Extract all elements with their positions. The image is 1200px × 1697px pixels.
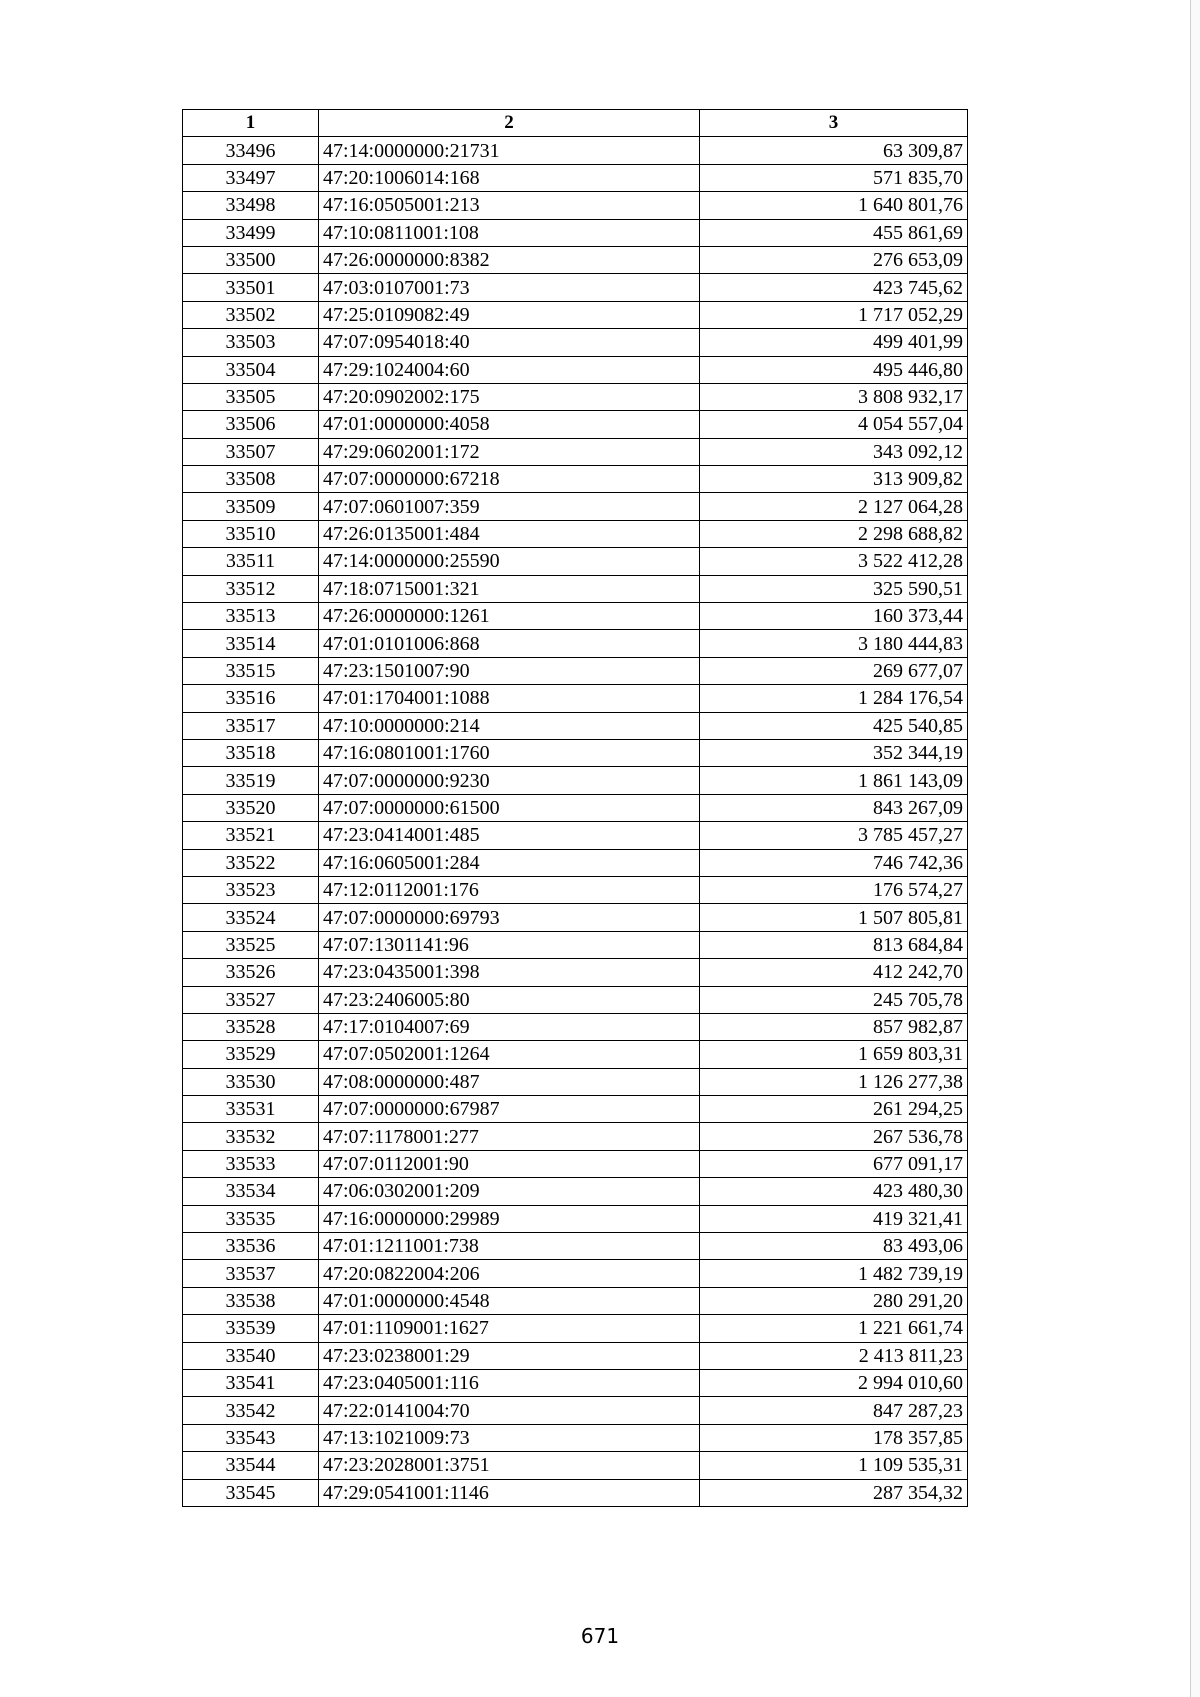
table-row: [183, 904, 968, 931]
table-row: [183, 1260, 968, 1287]
table-row: [183, 739, 968, 766]
table-row: [183, 164, 968, 191]
value-cell: 677 091,17: [700, 1150, 968, 1177]
row-number-cell: 33513: [183, 603, 319, 630]
value-cell: 1 717 052,29: [700, 301, 968, 328]
cadastral-number-cell: 47:25:0109082:49: [319, 301, 700, 328]
cadastral-number-cell: 47:26:0000000:8382: [319, 246, 700, 273]
cadastral-number-cell: 47:06:0302001:209: [319, 1178, 700, 1205]
row-number-cell: 33522: [183, 849, 319, 876]
cadastral-number-cell: 47:26:0000000:1261: [319, 603, 700, 630]
cadastral-number-cell: 47:01:1704001:1088: [319, 685, 700, 712]
cadastral-number-cell: 47:23:0238001:29: [319, 1342, 700, 1369]
row-number-cell: 33503: [183, 329, 319, 356]
cadastral-number-cell: 47:07:1178001:277: [319, 1123, 700, 1150]
table-row: [183, 959, 968, 986]
cadastral-number-cell: 47:07:0502001:1264: [319, 1041, 700, 1068]
row-number-cell: 33537: [183, 1260, 319, 1287]
row-number-cell: 33508: [183, 466, 319, 493]
row-number-cell: 33517: [183, 712, 319, 739]
value-cell: 1 221 661,74: [700, 1315, 968, 1342]
table-row: [183, 767, 968, 794]
table-row: [183, 411, 968, 438]
table-row: [183, 1013, 968, 1040]
table-row: [183, 356, 968, 383]
value-cell: 352 344,19: [700, 739, 968, 766]
row-number-cell: 33531: [183, 1096, 319, 1123]
value-cell: 269 677,07: [700, 657, 968, 684]
cadastral-number-cell: 47:07:0000000:67987: [319, 1096, 700, 1123]
value-cell: 160 373,44: [700, 603, 968, 630]
row-number-cell: 33536: [183, 1233, 319, 1260]
table-row: [183, 246, 968, 273]
row-number-cell: 33527: [183, 986, 319, 1013]
row-number-cell: 33506: [183, 411, 319, 438]
value-cell: 343 092,12: [700, 438, 968, 465]
cadastral-number-cell: 47:23:1501007:90: [319, 657, 700, 684]
table-row: [183, 301, 968, 328]
value-cell: 847 287,23: [700, 1397, 968, 1424]
value-cell: 1 507 805,81: [700, 904, 968, 931]
row-number-cell: 33532: [183, 1123, 319, 1150]
row-number-cell: 33520: [183, 794, 319, 821]
table-row: [183, 1178, 968, 1205]
page-number: 671: [580, 1624, 620, 1648]
row-number-cell: 33540: [183, 1342, 319, 1369]
table-row: [183, 685, 968, 712]
table-row: [183, 548, 968, 575]
row-number-cell: 33510: [183, 520, 319, 547]
row-number-cell: 33544: [183, 1452, 319, 1479]
value-cell: 176 574,27: [700, 876, 968, 903]
value-cell: 276 653,09: [700, 246, 968, 273]
value-cell: 843 267,09: [700, 794, 968, 821]
table-row: [183, 822, 968, 849]
table-row: [183, 849, 968, 876]
cadastral-number-cell: 47:22:0141004:70: [319, 1397, 700, 1424]
value-cell: 425 540,85: [700, 712, 968, 739]
row-number-cell: 33539: [183, 1315, 319, 1342]
cadastral-number-cell: 47:01:1211001:738: [319, 1233, 700, 1260]
table-row: [183, 1205, 968, 1232]
table-row: [183, 1452, 968, 1479]
cadastral-number-cell: 47:10:0811001:108: [319, 219, 700, 246]
value-cell: 287 354,32: [700, 1479, 968, 1506]
cadastral-number-cell: 47:29:0602001:172: [319, 438, 700, 465]
cadastral-number-cell: 47:23:2028001:3751: [319, 1452, 700, 1479]
value-cell: 455 861,69: [700, 219, 968, 246]
table-row: [183, 520, 968, 547]
table-row: [183, 603, 968, 630]
table-row: [183, 1479, 968, 1506]
row-number-cell: 33523: [183, 876, 319, 903]
column-header-3: 3: [700, 110, 968, 137]
row-number-cell: 33541: [183, 1369, 319, 1396]
row-number-cell: 33519: [183, 767, 319, 794]
cadastral-number-cell: 47:20:0822004:206: [319, 1260, 700, 1287]
table-row: [183, 657, 968, 684]
table-row: [183, 1233, 968, 1260]
row-number-cell: 33509: [183, 493, 319, 520]
value-cell: 857 982,87: [700, 1013, 968, 1040]
row-number-cell: 33504: [183, 356, 319, 383]
column-header-2: 2: [319, 110, 700, 137]
cadastral-number-cell: 47:16:0505001:213: [319, 192, 700, 219]
value-cell: 499 401,99: [700, 329, 968, 356]
cadastral-number-cell: 47:23:2406005:80: [319, 986, 700, 1013]
table-row: [183, 466, 968, 493]
cadastral-number-cell: 47:13:1021009:73: [319, 1424, 700, 1451]
cadastral-number-cell: 47:10:0000000:214: [319, 712, 700, 739]
cadastral-number-cell: 47:29:0541001:1146: [319, 1479, 700, 1506]
table-row: [183, 192, 968, 219]
cadastral-number-cell: 47:07:0000000:9230: [319, 767, 700, 794]
table-row: [183, 1369, 968, 1396]
value-cell: 495 446,80: [700, 356, 968, 383]
cadastral-number-cell: 47:01:0000000:4058: [319, 411, 700, 438]
value-cell: 178 357,85: [700, 1424, 968, 1451]
row-number-cell: 33496: [183, 137, 319, 164]
table-row: [183, 1315, 968, 1342]
row-number-cell: 33518: [183, 739, 319, 766]
cadastral-number-cell: 47:12:0112001:176: [319, 876, 700, 903]
cadastral-number-cell: 47:14:0000000:25590: [319, 548, 700, 575]
table-row: [183, 1342, 968, 1369]
table-row: [183, 137, 968, 164]
row-number-cell: 33521: [183, 822, 319, 849]
table-header-row: [183, 110, 968, 137]
value-cell: 1 659 803,31: [700, 1041, 968, 1068]
table-row: [183, 1096, 968, 1123]
value-cell: 1 861 143,09: [700, 767, 968, 794]
column-header-1: 1: [183, 110, 319, 137]
value-cell: 3 180 444,83: [700, 630, 968, 657]
row-number-cell: 33525: [183, 931, 319, 958]
value-cell: 412 242,70: [700, 959, 968, 986]
cadastral-number-cell: 47:03:0107001:73: [319, 274, 700, 301]
value-cell: 3 522 412,28: [700, 548, 968, 575]
table-row: [183, 794, 968, 821]
value-cell: 267 536,78: [700, 1123, 968, 1150]
cadastral-number-cell: 47:17:0104007:69: [319, 1013, 700, 1040]
cadastral-number-cell: 47:07:0000000:69793: [319, 904, 700, 931]
row-number-cell: 33543: [183, 1424, 319, 1451]
cadastral-number-cell: 47:01:1109001:1627: [319, 1315, 700, 1342]
cadastral-number-cell: 47:07:0000000:61500: [319, 794, 700, 821]
table-row: [183, 493, 968, 520]
value-cell: 63 309,87: [700, 137, 968, 164]
table-row: [183, 931, 968, 958]
value-cell: 313 909,82: [700, 466, 968, 493]
value-cell: 4 054 557,04: [700, 411, 968, 438]
row-number-cell: 33538: [183, 1287, 319, 1314]
cadastral-number-cell: 47:23:0414001:485: [319, 822, 700, 849]
row-number-cell: 33501: [183, 274, 319, 301]
table-row: [183, 383, 968, 410]
cadastral-number-cell: 47:16:0000000:29989: [319, 1205, 700, 1232]
cadastral-number-cell: 47:07:0601007:359: [319, 493, 700, 520]
row-number-cell: 33502: [183, 301, 319, 328]
cadastral-number-cell: 47:18:0715001:321: [319, 575, 700, 602]
page-edge: [1190, 0, 1200, 1697]
value-cell: 1 482 739,19: [700, 1260, 968, 1287]
table-row: [183, 1287, 968, 1314]
row-number-cell: 33545: [183, 1479, 319, 1506]
table-row: [183, 876, 968, 903]
table-row: [183, 1424, 968, 1451]
value-cell: 2 413 811,23: [700, 1342, 968, 1369]
value-cell: 813 684,84: [700, 931, 968, 958]
row-number-cell: 33505: [183, 383, 319, 410]
cadastral-number-cell: 47:07:0000000:67218: [319, 466, 700, 493]
value-cell: 3 808 932,17: [700, 383, 968, 410]
value-cell: 261 294,25: [700, 1096, 968, 1123]
cadastral-number-cell: 47:01:0000000:4548: [319, 1287, 700, 1314]
row-number-cell: 33514: [183, 630, 319, 657]
cadastral-number-cell: 47:23:0435001:398: [319, 959, 700, 986]
value-cell: 2 127 064,28: [700, 493, 968, 520]
value-cell: 1 126 277,38: [700, 1068, 968, 1095]
table-body: [183, 137, 968, 1507]
row-number-cell: 33507: [183, 438, 319, 465]
row-number-cell: 33497: [183, 164, 319, 191]
row-number-cell: 33500: [183, 246, 319, 273]
value-cell: 245 705,78: [700, 986, 968, 1013]
row-number-cell: 33515: [183, 657, 319, 684]
row-number-cell: 33530: [183, 1068, 319, 1095]
cadastral-number-cell: 47:16:0605001:284: [319, 849, 700, 876]
value-cell: 3 785 457,27: [700, 822, 968, 849]
value-cell: 280 291,20: [700, 1287, 968, 1314]
data-table: [182, 109, 968, 1507]
table-row: [183, 1068, 968, 1095]
cadastral-number-cell: 47:26:0135001:484: [319, 520, 700, 547]
table-row: [183, 712, 968, 739]
row-number-cell: 33516: [183, 685, 319, 712]
table-row: [183, 575, 968, 602]
table-row: [183, 329, 968, 356]
cadastral-number-cell: 47:07:1301141:96: [319, 931, 700, 958]
row-number-cell: 33528: [183, 1013, 319, 1040]
value-cell: 83 493,06: [700, 1233, 968, 1260]
value-cell: 423 745,62: [700, 274, 968, 301]
cadastral-number-cell: 47:07:0112001:90: [319, 1150, 700, 1177]
row-number-cell: 33533: [183, 1150, 319, 1177]
row-number-cell: 33499: [183, 219, 319, 246]
row-number-cell: 33498: [183, 192, 319, 219]
table-row: [183, 274, 968, 301]
row-number-cell: 33542: [183, 1397, 319, 1424]
value-cell: 1 284 176,54: [700, 685, 968, 712]
value-cell: 325 590,51: [700, 575, 968, 602]
row-number-cell: 33534: [183, 1178, 319, 1205]
value-cell: 571 835,70: [700, 164, 968, 191]
value-cell: 419 321,41: [700, 1205, 968, 1232]
row-number-cell: 33511: [183, 548, 319, 575]
value-cell: 1 109 535,31: [700, 1452, 968, 1479]
table-row: [183, 219, 968, 246]
cadastral-number-cell: 47:14:0000000:21731: [319, 137, 700, 164]
row-number-cell: 33529: [183, 1041, 319, 1068]
row-number-cell: 33526: [183, 959, 319, 986]
table-row: [183, 986, 968, 1013]
table-row: [183, 1041, 968, 1068]
value-cell: 2 994 010,60: [700, 1369, 968, 1396]
cadastral-number-cell: 47:20:1006014:168: [319, 164, 700, 191]
cadastral-number-cell: 47:01:0101006:868: [319, 630, 700, 657]
table-row: [183, 1123, 968, 1150]
table-row: [183, 630, 968, 657]
table-row: [183, 1397, 968, 1424]
cadastral-number-cell: 47:08:0000000:487: [319, 1068, 700, 1095]
value-cell: 1 640 801,76: [700, 192, 968, 219]
row-number-cell: 33524: [183, 904, 319, 931]
row-number-cell: 33512: [183, 575, 319, 602]
cadastral-number-cell: 47:23:0405001:116: [319, 1369, 700, 1396]
cadastral-number-cell: 47:07:0954018:40: [319, 329, 700, 356]
value-cell: 2 298 688,82: [700, 520, 968, 547]
table-row: [183, 1150, 968, 1177]
value-cell: 423 480,30: [700, 1178, 968, 1205]
cadastral-number-cell: 47:20:0902002:175: [319, 383, 700, 410]
value-cell: 746 742,36: [700, 849, 968, 876]
table-row: [183, 438, 968, 465]
row-number-cell: 33535: [183, 1205, 319, 1232]
cadastral-number-cell: 47:16:0801001:1760: [319, 739, 700, 766]
cadastral-number-cell: 47:29:1024004:60: [319, 356, 700, 383]
